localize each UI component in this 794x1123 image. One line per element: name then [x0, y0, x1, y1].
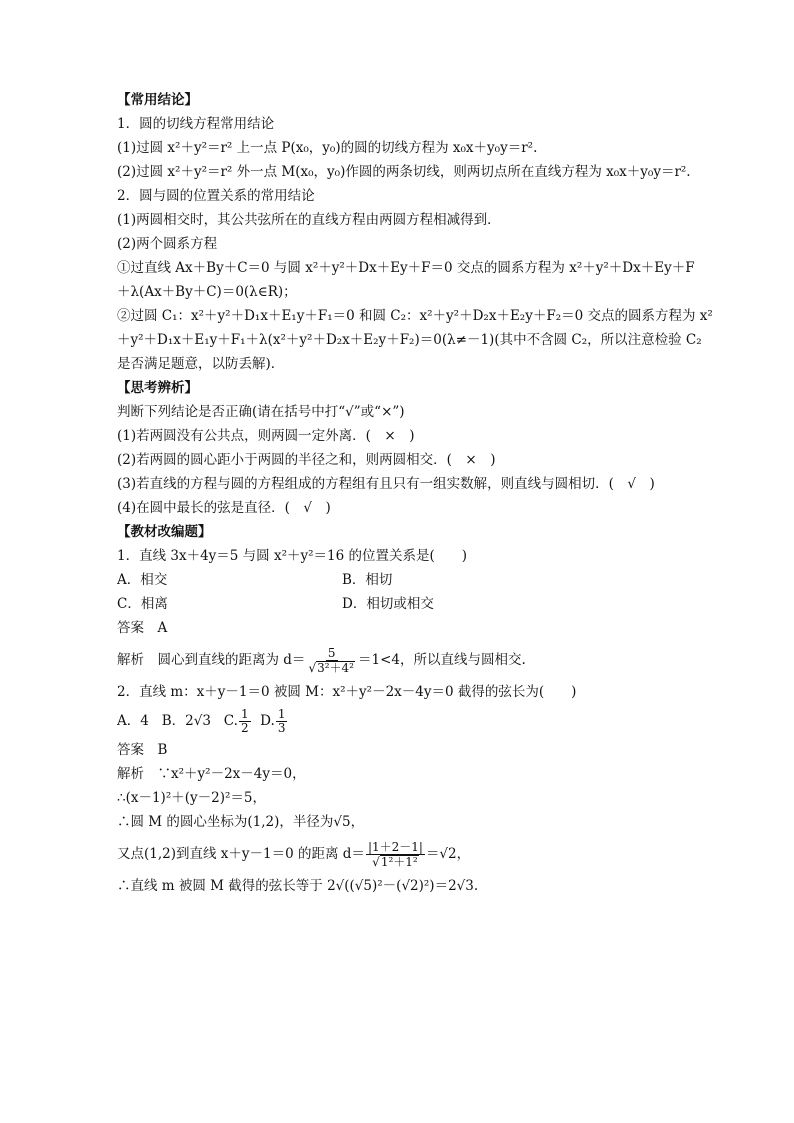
item2-c-line2: ＋λ(Ax＋By＋C)＝0(λ∈R)；: [117, 284, 297, 300]
q1-fraction-denominator: 3²＋4²: [317, 660, 354, 675]
item2-d-line2: ＋y²＋D₁x＋E₁y＋F₁＋λ(x²＋y²＋D₂x＋E₂y＋F₂)＝0(λ≠－1)(其中不含圆 C₂，所以注意检验 C₂: [117, 332, 702, 348]
q1-analysis: [117, 640, 687, 680]
section-header-think: 【思考辨析】: [117, 380, 198, 396]
item1-b: (2)过圆 x²＋y²＝r² 外一点 M(x₀，y₀)作圆的两条切线，则两切点所在直线方程为 x₀x＋y₀y＝r².: [117, 164, 691, 180]
q2-analysis-step2: ∴(x－1)²＋(y－2)²＝5，: [117, 790, 266, 806]
item2-d-line3: 是否满足题意，以防丢解)．: [117, 356, 285, 372]
q2-option-c: C. $\frac{1}{2}$: [223, 707, 249, 735]
q2-options-row: [117, 704, 687, 738]
q1-answer: 答案 A: [117, 620, 168, 636]
item1-a: (1)过圆 x²＋y²＝r² 上一点 P(x₀，y₀)的圆的切线方程为 x₀x＋y₀y＝r².: [117, 140, 538, 156]
think-intro: 判断下列结论是否正确(请在括号中打“√”或“×”): [117, 404, 405, 420]
item1-title: 1．圆的切线方程常用结论: [117, 116, 275, 132]
document-page: [117, 88, 713, 898]
item2-b: (2)两个圆系方程: [117, 236, 218, 252]
q2-distance-fraction: $\frac{|1+2-1|}{\text{√1²＋1²}}$: [367, 839, 423, 869]
q1-stem: 1．直线 3x＋4y＝5 与圆 x²＋y²＝16 的位置关系是( ): [117, 548, 468, 564]
section-header-textbook: 【教材改编题】: [117, 524, 212, 540]
q2-option-d: D. $\frac{1}{3}$: [260, 707, 286, 735]
item2-a: (1)两圆相交时，其公共弦所在的直线方程由两圆方程相减得到．: [117, 212, 501, 228]
q2-option-b: B．2√3: [161, 713, 211, 729]
q2-analysis-step5: ∴直线 m 被圆 M 截得的弦长等于 2√((√5)²－(√2)²)＝2√3.: [117, 878, 479, 894]
think-item-2: (2)若两圆的圆心距小于两圆的半径之和，则两圆相交．( × ): [117, 452, 496, 468]
q1-analysis-suffix: ＝1<4，所以直线与圆相交.: [358, 652, 526, 668]
item2-title: 2．圆与圆的位置关系的常用结论: [117, 188, 315, 204]
q2-option-a: A．4: [117, 713, 149, 729]
q2-analysis-step4: 又点(1,2)到直线 x＋y－1＝0 的距离 d＝ $\frac{|1+2-1|}{\text{√1²＋1²}}$ ＝√2，: [117, 839, 471, 869]
think-item-4: (4)在圆中最长的弦是直径．( √ ): [117, 500, 331, 516]
q1-option-c: C．相离: [117, 596, 168, 612]
think-item-1: (1)若两圆没有公共点，则两圆一定外离．( × ): [117, 428, 415, 444]
item2-d-line1: ②过圆 C₁：x²＋y²＋D₁x＋E₁y＋F₁＝0 和圆 C₂：x²＋y²＋D₂x＋E₂y＋F₂＝0 交点的圆系方程为 x²: [117, 308, 713, 324]
q2-analysis-step3: ∴圆 M 的圆心坐标为(1,2)，半径为√5，: [117, 814, 365, 830]
q1-distance-fraction: $\frac{5}{\text{√3²＋4²}}$: [308, 645, 354, 675]
q2-stem: 2．直线 m：x＋y－1＝0 被圆 M：x²＋y²－2x－4y＝0 截得的弦长为( ): [117, 684, 577, 700]
section-header-common: 【常用结论】: [117, 92, 198, 108]
q1-options-row1: [117, 568, 687, 592]
q1-options-row2: [117, 592, 687, 616]
think-item-3: (3)若直线的方程与圆的方程组成的方程组有且只有一组实数解，则直线与圆相切．( √ ): [117, 476, 655, 492]
q2-answer: 答案 B: [117, 742, 168, 758]
q1-analysis-prefix: 解析 圆心到直线的距离为 d＝: [117, 652, 306, 668]
item2-c-line1: ①过直线 Ax＋By＋C＝0 与圆 x²＋y²＋Dx＋Ey＋F＝0 交点的圆系方程为 x²＋y²＋Dx＋Ey＋F: [117, 260, 695, 276]
q1-option-a: A．相交: [117, 572, 168, 588]
q1-fraction-numerator: 5: [327, 645, 336, 660]
q2-analysis-step1: 解析 ∵x²＋y²－2x－4y＝0，: [117, 766, 306, 782]
q1-option-d: D．相切或相交: [342, 596, 434, 612]
q1-option-b: B．相切: [342, 572, 393, 588]
